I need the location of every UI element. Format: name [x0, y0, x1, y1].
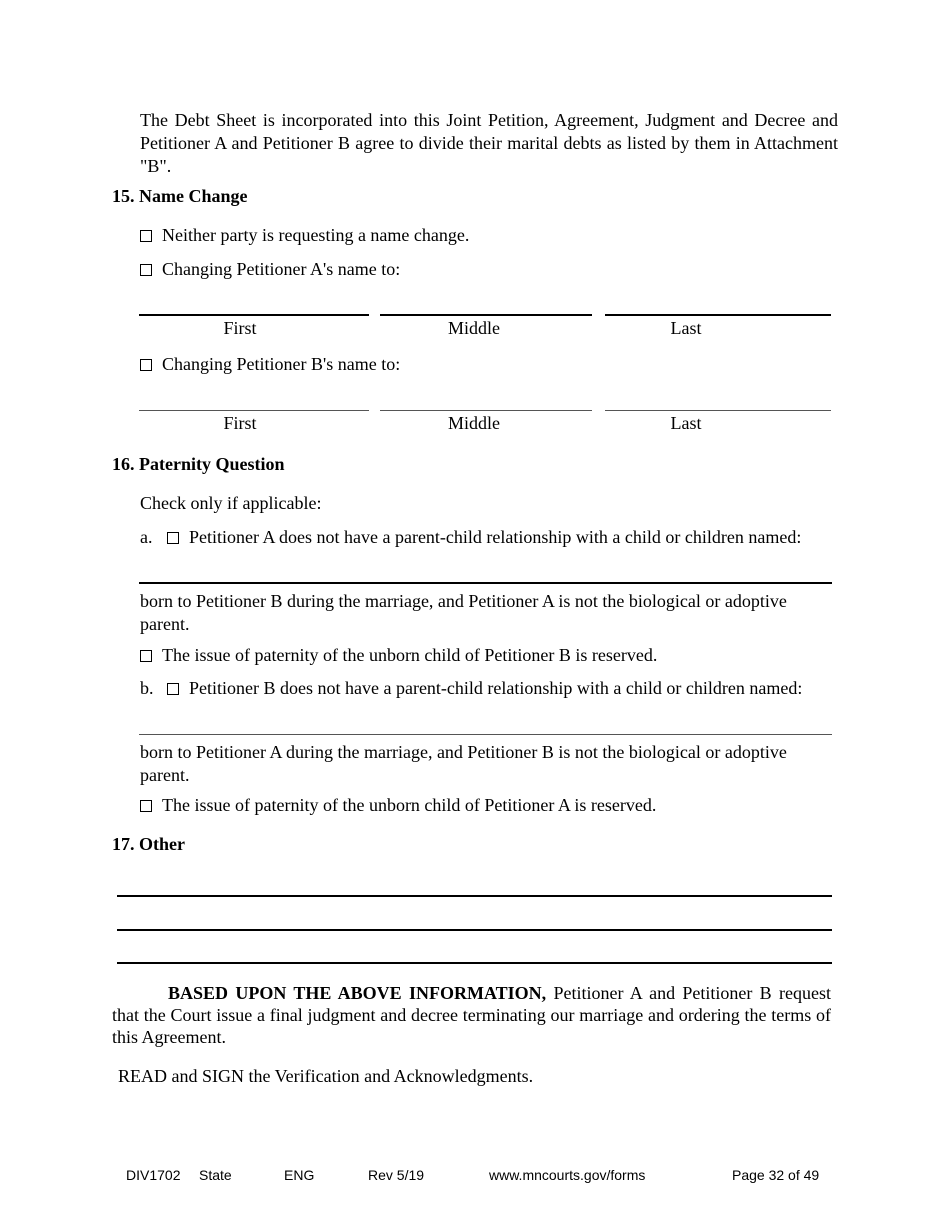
other-line-1[interactable]: [117, 895, 832, 897]
item-b-born-text: born to Petitioner A during the marriage, and Petitioner B is not the biological or adoptive parent.: [140, 742, 787, 785]
item-a-unborn-text: The issue of paternity of the unborn child of Petitioner B is reserved.: [162, 645, 658, 665]
a-middle-name-field[interactable]: [380, 314, 592, 316]
a-last-name-field[interactable]: [605, 314, 831, 316]
section-17-heading: 17. Other: [112, 834, 185, 854]
conclusion-text: Petitioner A and Petitioner B request that the Court issue a final judgment and decree terminating our marriage and ordering the terms of this Agreement.: [112, 983, 831, 1047]
item-a-checkbox[interactable]: [167, 532, 179, 544]
item-b-unborn-text: The issue of paternity of the unborn child of Petitioner A is reserved.: [162, 795, 657, 815]
item-b-children-field[interactable]: [139, 734, 832, 735]
item-b-checkbox[interactable]: [167, 683, 179, 695]
section-16-heading: 16. Paternity Question: [112, 454, 285, 474]
item-a-born-text: born to Petitioner B during the marriage, and Petitioner A is not the biological or adoptive parent.: [140, 591, 787, 634]
item-a-text: Petitioner A does not have a parent-child relationship with a child or children named:: [189, 527, 802, 547]
change-a-name-label: Changing Petitioner A's name to:: [162, 259, 401, 279]
a-middle-label: Middle: [448, 318, 500, 338]
item-b-unborn-checkbox[interactable]: [140, 800, 152, 812]
b-middle-label: Middle: [448, 413, 500, 433]
neither-name-change-checkbox[interactable]: [140, 230, 152, 242]
b-first-label: First: [223, 413, 257, 433]
footer-revision: Rev 5/19: [368, 1167, 425, 1183]
a-first-name-field[interactable]: [139, 314, 369, 316]
debt-sheet-paragraph: The Debt Sheet is incorporated into this Joint Petition, Agreement, Judgment and Decree and Petitioner A and Petitioner B agree to divide their marital debts as listed by them in Attachment "B".: [140, 110, 838, 176]
conclusion-bold-lead: BASED UPON THE ABOVE INFORMATION,: [168, 983, 547, 1003]
a-last-label: Last: [670, 318, 702, 338]
change-b-name-label: Changing Petitioner B's name to:: [162, 354, 401, 374]
neither-name-change-label: Neither party is requesting a name change.: [162, 225, 470, 245]
conclusion-paragraph: [112, 982, 831, 1048]
item-a-children-field[interactable]: [139, 582, 832, 584]
b-middle-name-field[interactable]: [380, 410, 592, 411]
change-a-name-checkbox[interactable]: [140, 264, 152, 276]
change-b-name-checkbox[interactable]: [140, 359, 152, 371]
b-last-name-field[interactable]: [605, 410, 831, 411]
item-b-text: Petitioner B does not have a parent-child relationship with a child or children named:: [189, 678, 803, 698]
item-b-marker: b.: [140, 678, 154, 698]
a-first-label: First: [223, 318, 257, 338]
footer-form-code: DIV1702: [126, 1167, 181, 1183]
paternity-instruction: Check only if applicable:: [140, 493, 322, 513]
b-last-label: Last: [670, 413, 702, 433]
footer-language: ENG: [284, 1167, 315, 1183]
item-a-unborn-checkbox[interactable]: [140, 650, 152, 662]
section-15-heading: 15. Name Change: [112, 186, 248, 206]
item-a-marker: a.: [140, 527, 153, 547]
footer-page-number: Page 32 of 49: [732, 1167, 820, 1183]
footer-jurisdiction: State: [199, 1167, 232, 1183]
other-line-2[interactable]: [117, 929, 832, 931]
other-line-3[interactable]: [117, 962, 832, 964]
b-first-name-field[interactable]: [139, 410, 369, 411]
footer-website[interactable]: www.mncourts.gov/forms: [489, 1167, 646, 1183]
read-sign-instruction: READ and SIGN the Verification and Acknowledgments.: [118, 1066, 534, 1086]
